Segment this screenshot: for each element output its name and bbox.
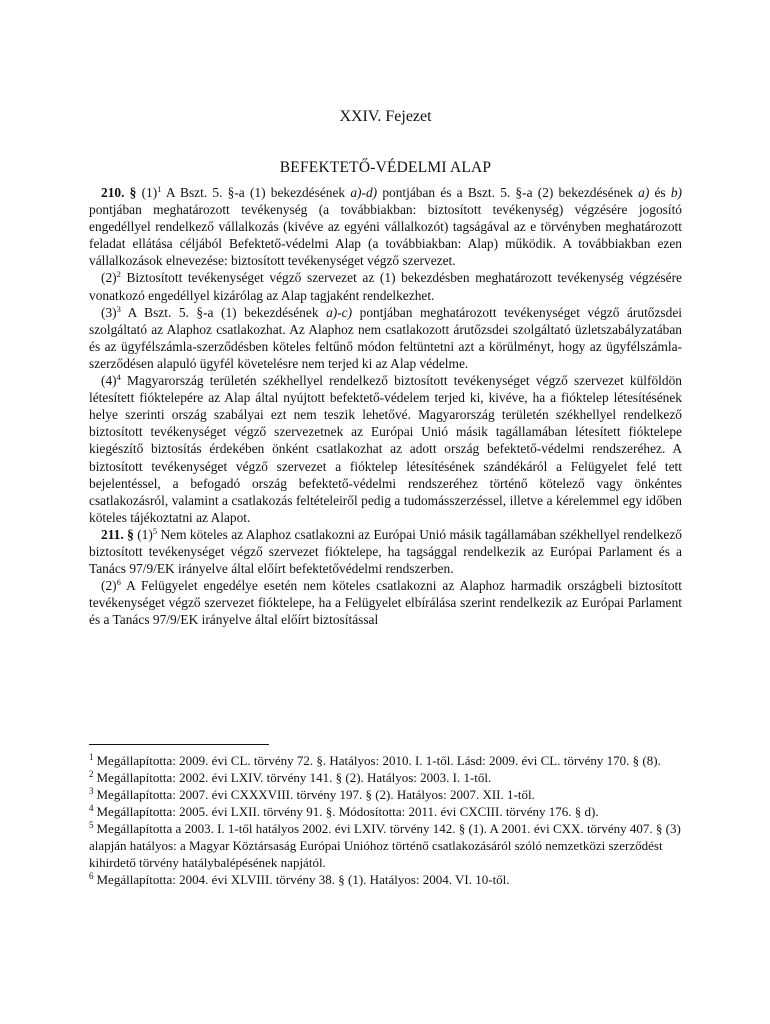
footnotes — [89, 752, 682, 888]
footnote-ref-1[interactable]: 1 — [157, 184, 162, 194]
footnote-ref-6[interactable]: 6 — [116, 577, 121, 588]
paragraph-210-2: $(2)^2$ Biztosított tevékenységet végző szervezet az (1) bekezdésben meghatározott tevékenység végzésére vonatkozó engedéllyel kizárólag az Alap tagjaként rendelkezhet. — [89, 269, 682, 303]
footnote-ref-2[interactable]: 2 — [116, 269, 121, 280]
chapter-heading: XXIV. Fejezet — [339, 108, 432, 125]
section-number-211: 211. § — [101, 526, 134, 542]
footnote: $^5$ Megállapította a 2003. I. 1-től hatályos 2002. évi LXIV. törvény 142. § (1). A 2001. évi CXX. törvény 407. § (3) alapján hatályos: a Magyar Köztársaság Európai Unióhoz történő csatlakozásáról szóló nemzetközi szerződést kihirdető törvény hatálybalépésének napjától. — [89, 820, 681, 870]
paragraph-210-4: $(4)^4$ Magyarország területén székhellyel rendelkező biztosított tevékenységet végző szervezet külföldön létesített fióktelepére az Alap által nyújtott befektető-védelem terjed ki, kivéve, ha a fióktelep létesítésének helye szerinti ország szabályai ezt nem teszik lehetővé. Magyarország területén székhellyel rendelkező biztosított tevékenységet végző szervezetnek az Európai Unió másik tagállamában létesített fióktelepe kiegészítő biztosítás érdekében önként csatlakozhat az adott ország befektető-védelmi rendszeréhez. A biztosított tevékenységet végző szervezet a fióktelep létesítésének szándékáról a Felügyelet felé tett bejelentéssel, a befogadó ország befektető-védelmi rendszeréhez történő kötelező vagy önkéntes csatlakozásról, valamint a csatlakozás feltételeiről pedig a tudomásszerzéssel, illetve a kérelemmel egy időben köteles tájékoztatni az Alapot. — [89, 372, 682, 525]
footnote-ref-3[interactable]: 3 — [116, 303, 121, 314]
law-text — [89, 184, 682, 628]
footnote-separator — [89, 744, 269, 745]
paragraph-211-2: $(2)^6$ A Felügyelet engedélye esetén nem köteles csatlakozni az Alaphoz harmadik országbeli biztosított tevékenységet végző szervezet fióktelepe, ha a Felügyelet elbírálása szerint rendelkezik az Európai Parlament és a Tanács 97/9/EK irányelve által előírt biztosítással — [89, 577, 682, 628]
footnote: $^6$ Megállapította: 2004. évi XLVIII. törvény 38. § (1). Hatályos: 2004. VI. 10-től. — [89, 871, 510, 887]
paragraph-210-3: $(3)^3$ A Bszt. 5. §-a (1) bekezdésének a)-c) pontjában meghatározott tevékenységet végző árutőzsdei szolgáltató az Alaphoz csatlakozhat. Az Alaphoz nem csatlakozott árutőzsdei szolgáltató üzletszabályzatában és az ügyfélszámla-szerződésben köteles feltűnő módon feltüntetni azt a körülményt, hogy az ügyfélszámla-szerződésen alapuló ügyfél követelésre nem terjed ki az Alap védelme. — [89, 303, 682, 371]
footnote: $^2$ Megállapította: 2002. évi LXIV. törvény 141. § (2). Hatályos: 2003. I. 1-től. — [89, 769, 492, 785]
footnote: $^3$ Megállapította: 2007. évi CXXXVIII. törvény 197. § (2). Hatályos: 2007. XII. 1-től. — [89, 786, 535, 802]
paragraph-210-1: 210. § $(1)^1$ A Bszt. 5. §-a (1) bekezdésének a)-d) pontjában és a Bszt. 5. §-a (2) bekezdésének a) és b) pontjában meghatározott tevékenység (a továbbiakban: biztosított tevékenység) végzésére jogosító engedéllyel rendelkező vállalkozás (kivéve az egyéni vállalkozót) tagságával az e törvényben meghatározott feladat ellátása céljából Befektető-védelmi Alap (a továbbiakban: Alap) működik. A továbbiakban ezen vállalkozások elnevezése: biztosított tevékenységet végző szervezet. — [89, 184, 683, 269]
footnote: $^1$ Megállapította: 2009. évi CL. törvény 72. §. Hatályos: 2010. I. 1-től. Lásd: 2009. évi CL. törvény 170. § (8). — [89, 752, 661, 768]
paragraph-211-1: 211. § $(1)^5$ Nem köteles az Alaphoz csatlakozni az Európai Unió másik tagállamában székhellyel rendelkező biztosított tevékenységet végző szervezet fióktelepe, ha tagsággal rendelkezik az Európai Parlament és a Tanács 97/9/EK irányelve által előírt befektetővédelmi rendszerben. — [89, 525, 682, 577]
section-number-210: 210. § — [101, 185, 137, 200]
footnote: $^4$ Megállapította: 2005. évi LXII. törvény 91. §. Módosította: 2011. évi CXCIII. törvény 176. § d). — [89, 803, 599, 819]
footnote-ref-4[interactable]: 4 — [116, 372, 121, 383]
section-title: BEFEKTETŐ-VÉDELMI ALAP — [279, 159, 492, 176]
footnote-ref-5[interactable]: 5 — [152, 525, 158, 536]
